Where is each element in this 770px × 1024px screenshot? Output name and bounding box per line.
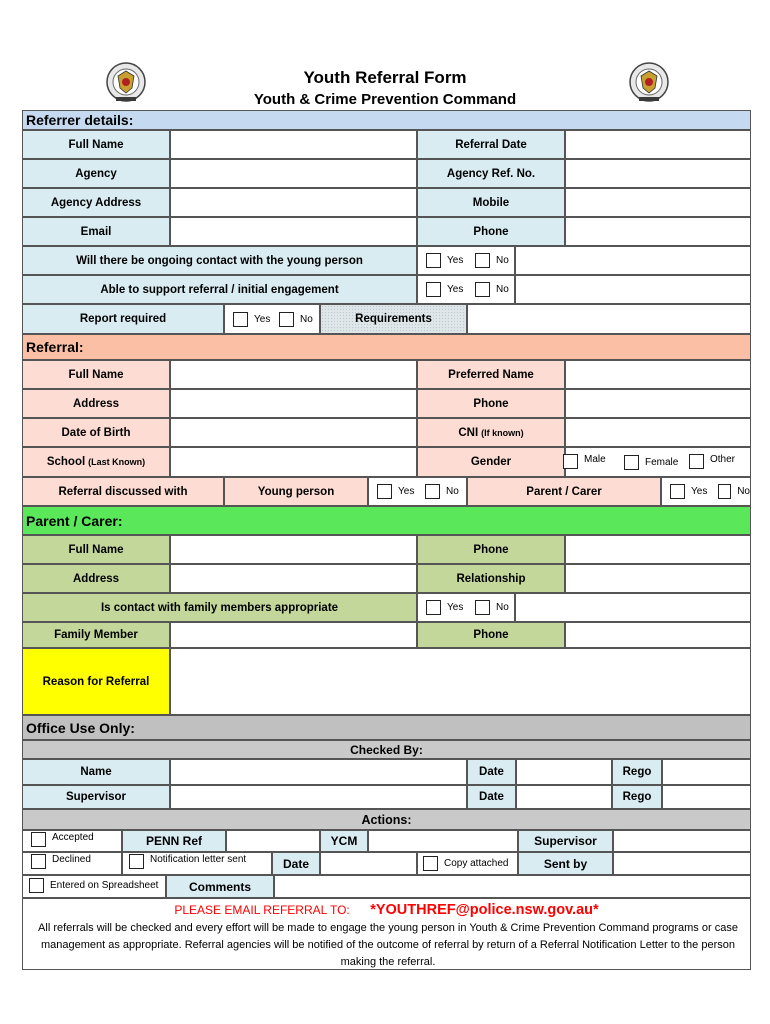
cni-label [417,418,565,447]
checkbox[interactable] [31,854,46,869]
gender-female[interactable] [624,455,678,470]
option-label: Copy attached [444,858,509,869]
school-label [22,447,170,477]
family-member-field[interactable] [170,622,417,648]
accepted-option[interactable] [31,832,94,847]
option-label: Female [645,457,679,468]
option-label: Yes [447,284,464,295]
ongoing-contact-label: Will there be ongoing contact with the young person [22,246,417,275]
school-note: (Last Known) [88,457,146,467]
report-required-no[interactable] [279,312,313,327]
sent-by-field[interactable] [613,852,751,875]
checkbox[interactable] [279,312,294,327]
report-required-yes[interactable] [233,312,270,327]
office-rego-label: Rego [612,759,662,785]
dob-label: Date of Birth [22,418,170,447]
ongoing-contact-no[interactable] [475,253,509,268]
declined-option[interactable] [31,854,91,869]
agency-ref-field[interactable] [565,159,751,188]
cni-field[interactable] [565,418,751,447]
gender-other[interactable] [689,454,735,469]
contact-appropriate-no[interactable] [475,600,509,615]
office-name-label: Name [22,759,170,785]
referrer-full-name-field[interactable] [170,130,417,159]
option-label: No [496,284,509,295]
agency-ref-label: Agency Ref. No. [417,159,565,188]
parent-full-name-label: Full Name [22,535,170,564]
able-support-label: Able to support referral / initial engagement [22,275,417,304]
ycm-label: YCM [320,830,368,852]
able-support-no[interactable] [475,282,509,297]
office-name-field[interactable] [170,759,467,785]
option-label: No [496,255,509,266]
email-address-link[interactable]: *YOUTHREF@police.nsw.gov.au* [370,902,599,918]
referral-phone-label: Phone [417,389,565,418]
contact-appropriate-label: Is contact with family members appropriate [22,593,417,622]
option-label: No [737,486,750,497]
ongoing-contact-notes[interactable] [515,246,751,275]
agency-label: Agency [22,159,170,188]
checked-by-header: Checked By: [22,740,751,759]
footer-note: All referrals will be checked and every effort will be made to engage the young person in Youth & Crime Prevention Command programs or case management as appropriate. Referral agencies will be notified of the outcome of referral by return of a Referral Notification Letter to the person making the referral. [38,922,738,968]
checkbox[interactable] [377,484,392,499]
checkbox[interactable] [31,832,46,847]
checkbox[interactable] [718,484,731,499]
option-label: Male [584,454,606,465]
option-label: Entered on Spreadsheet [50,880,159,891]
preferred-name-label: Preferred Name [417,360,565,389]
mobile-label: Mobile [417,188,565,217]
referral-address-label: Address [22,389,170,418]
agency-field[interactable] [170,159,417,188]
notification-option[interactable] [129,854,246,869]
checkbox[interactable] [233,312,248,327]
parent-full-name-field[interactable] [170,535,417,564]
sent-by-label: Sent by [518,852,613,875]
notification-date-label: Date [272,852,320,875]
contact-appropriate-notes[interactable] [515,593,751,622]
supervisor-date-label: Date [467,785,516,809]
phone-label: Phone [417,217,565,246]
referral-full-name-label: Full Name [22,360,170,389]
mobile-field[interactable] [565,188,751,217]
office-date-label: Date [467,759,516,785]
report-required-label: Report required [22,304,224,334]
gender-label: Gender [417,447,565,477]
relationship-label: Relationship [417,564,565,593]
email-label: Email [22,217,170,246]
office-section-header: Office Use Only: [22,715,751,740]
form-title: Youth Referral Form [303,68,467,87]
supervisor-date-field[interactable] [516,785,612,809]
parent-section-header: Parent / Carer: [22,506,751,535]
school-field[interactable] [170,447,417,477]
checkbox[interactable] [426,600,441,615]
notification-date-field[interactable] [320,852,417,875]
checkbox[interactable] [423,856,438,871]
checkbox[interactable] [475,253,490,268]
requirements-label: Requirements [320,304,467,334]
reason-label: Reason for Referral [22,648,170,715]
copy-attached-option[interactable] [423,856,509,871]
checkbox[interactable] [475,600,490,615]
checkbox[interactable] [689,454,704,469]
checkbox[interactable] [563,454,578,469]
referrer-section-header: Referrer details: [22,110,751,130]
parent-carer-yes[interactable] [670,484,707,499]
supervisor-rego-field[interactable] [662,785,751,809]
gender-male[interactable] [563,454,606,469]
cni-note: (If known) [481,427,524,438]
checkbox[interactable] [426,253,441,268]
email-line [22,901,751,919]
penn-ref-label: PENN Ref [122,830,226,852]
supervisor-rego-label: Rego [612,785,662,809]
option-label: No [300,314,313,325]
young-person-label: Young person [224,477,368,506]
option-label: Yes [691,486,708,497]
contact-appropriate-yes[interactable] [426,600,463,615]
office-rego-field[interactable] [662,759,751,785]
parent-phone-label: Phone [417,535,565,564]
option-label: No [446,486,459,497]
parent-carer-label: Parent / Carer [467,477,661,506]
checkbox[interactable] [426,282,441,297]
office-date-field[interactable] [516,759,612,785]
requirements-field[interactable] [467,304,751,334]
parent-carer-no[interactable] [718,484,750,499]
parent-address-field[interactable] [170,564,417,593]
comments-field[interactable] [274,875,751,898]
action-supervisor-field[interactable] [613,830,751,852]
ongoing-contact-yes[interactable] [426,253,463,268]
dob-field[interactable] [170,418,417,447]
agency-address-label: Agency Address [22,188,170,217]
preferred-name-field[interactable] [565,360,751,389]
able-support-yes[interactable] [426,282,463,297]
checkbox[interactable] [670,484,685,499]
relationship-field[interactable] [565,564,751,593]
school-text: School [46,456,86,468]
discussed-with-label: Referral discussed with [22,477,224,506]
cni-text: CNI [458,426,479,439]
option-label: Yes [447,602,464,613]
ycm-field[interactable] [368,830,518,852]
option-label: Notification letter sent [150,854,247,865]
able-support-notes[interactable] [515,275,751,304]
checkbox[interactable] [29,878,44,893]
option-label: Accepted [52,832,94,843]
option-label: Other [710,454,736,465]
referral-section-header: Referral: [22,334,751,360]
referral-date-label: Referral Date [417,130,565,159]
checkbox[interactable] [475,282,490,297]
referrer-full-name-label: Full Name [22,130,170,159]
family-phone-label: Phone [417,622,565,648]
email-field[interactable] [170,217,417,246]
referral-phone-field[interactable] [565,389,751,418]
family-phone-field[interactable] [565,622,751,648]
reason-field[interactable] [170,648,751,715]
supervisor-field[interactable] [170,785,467,809]
young-person-yes[interactable] [377,484,414,499]
form-subtitle: Youth & Crime Prevention Command [253,91,517,108]
checkbox[interactable] [129,854,144,869]
penn-ref-field[interactable] [226,830,320,852]
parent-address-label: Address [22,564,170,593]
checkbox[interactable] [624,455,639,470]
actions-header: Actions: [22,809,751,830]
phone-field[interactable] [565,217,751,246]
action-supervisor-label: Supervisor [518,830,613,852]
email-label: PLEASE EMAIL REFERRAL TO: [174,903,350,917]
checkbox[interactable] [425,484,440,499]
comments-label: Comments [166,875,274,898]
spreadsheet-option[interactable] [29,878,158,893]
option-label: No [496,602,509,613]
referral-address-field[interactable] [170,389,417,418]
option-label: Yes [447,255,464,266]
agency-address-field[interactable] [170,188,417,217]
option-label: Declined [52,854,91,865]
option-label: Yes [398,486,415,497]
referral-full-name-field[interactable] [170,360,417,389]
young-person-no[interactable] [425,484,459,499]
referral-date-field[interactable] [565,130,751,159]
family-member-label: Family Member [22,622,170,648]
supervisor-label: Supervisor [22,785,170,809]
option-label: Yes [254,314,271,325]
parent-phone-field[interactable] [565,535,751,564]
